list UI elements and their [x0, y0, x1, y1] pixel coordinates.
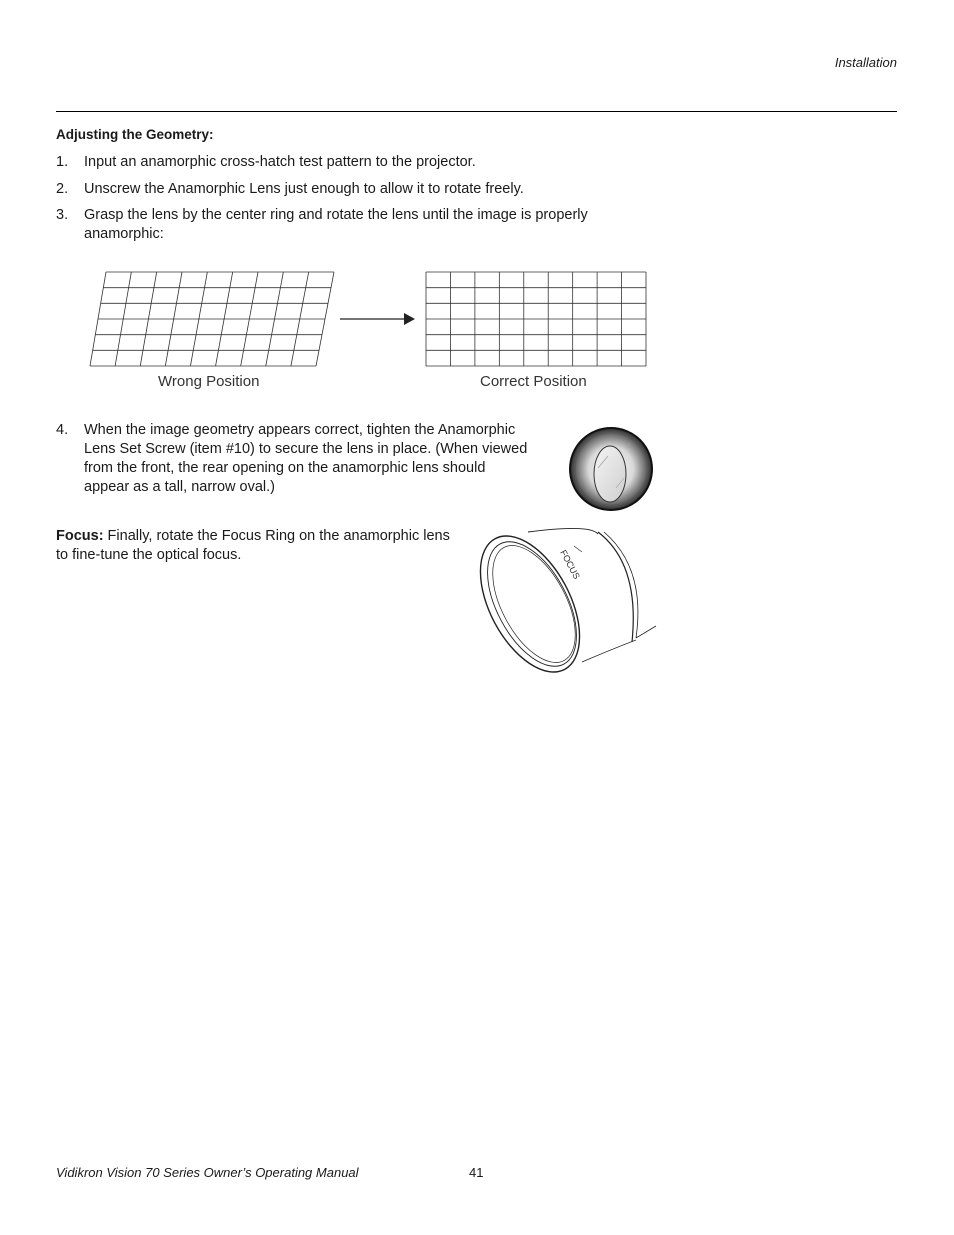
lens-rear-opening-icon [568, 426, 656, 514]
step-3 [56, 206, 616, 246]
step-text: Input an anamorphic cross-hatch test pattern to the projector. [84, 154, 476, 170]
correct-position-caption: Correct Position [480, 373, 587, 390]
step-number: 1. [56, 154, 69, 170]
step-4 [56, 421, 536, 501]
focus-label: Focus: [56, 528, 104, 544]
focus-text: Finally, rotate the Focus Ring on the anamorphic lens to fine-tune the optical focus. [56, 528, 450, 563]
step-number: 3. [56, 207, 69, 223]
header-section-title: Installation [834, 55, 897, 70]
step-text: Grasp the lens by the center ring and rotate the lens until the image is properly anamorphic: [84, 207, 588, 242]
step-text: Unscrew the Anamorphic Lens just enough to allow it to rotate freely. [84, 181, 524, 197]
focus-ring-label: FOCUS [558, 548, 582, 581]
section-heading: Adjusting the Geometry: [56, 127, 214, 142]
wrong-position-grid [88, 270, 338, 368]
header-rule [56, 111, 897, 112]
footer-page-number: 41 [469, 1165, 484, 1180]
step-number: 2. [56, 181, 69, 197]
step-1 [56, 153, 616, 173]
correct-position-grid [424, 270, 648, 368]
step-2 [56, 180, 616, 200]
step-number: 4. [56, 422, 69, 438]
focus-paragraph [56, 527, 451, 565]
step-text: When the image geometry appears correct, tighten the Anamorphic Lens Set Screw (item #10) to secure the lens in place. (When viewed from the front, the rear opening on the anamorphic lens should appear as a tall, narrow oval.) [84, 422, 528, 495]
focus-ring-illustration [470, 524, 660, 684]
footer-manual-title: Vidikron Vision 70 Series Owner’s Operating Manual [56, 1165, 359, 1180]
wrong-position-caption: Wrong Position [158, 373, 260, 390]
arrow-right-icon [338, 310, 418, 330]
